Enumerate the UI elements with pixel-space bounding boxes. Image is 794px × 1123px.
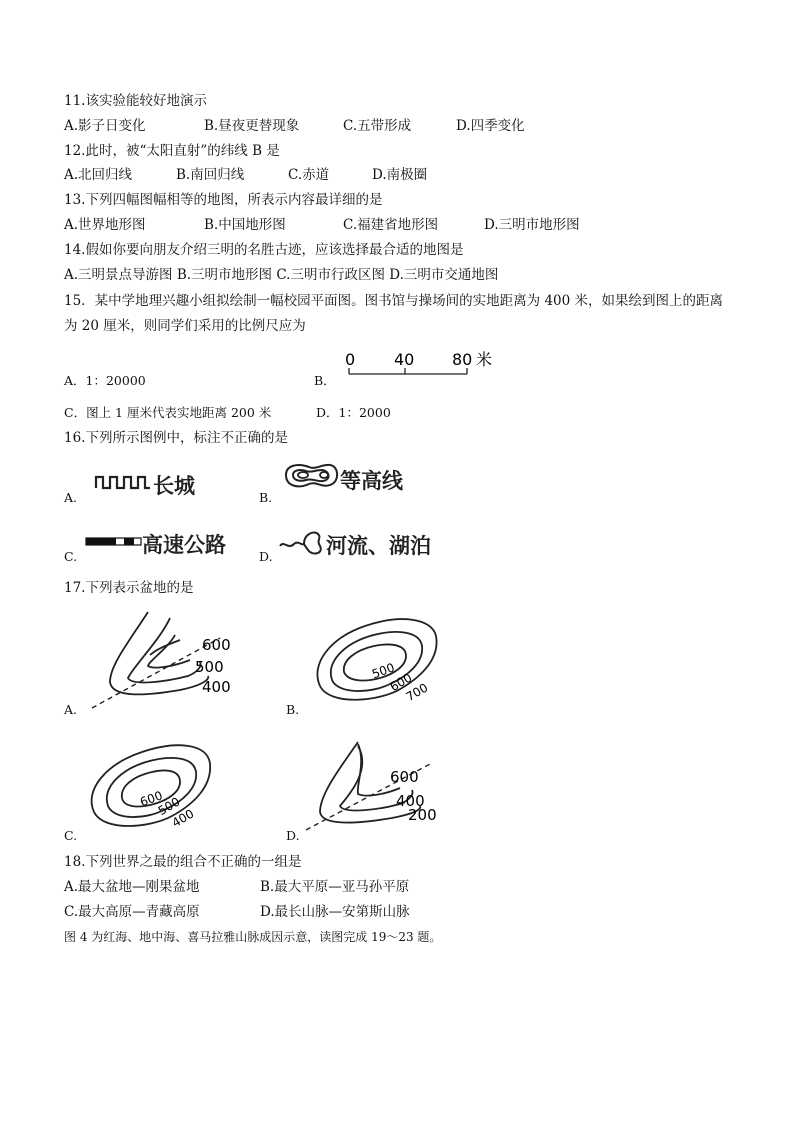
q11-option-a: A.影子日变化 xyxy=(64,118,146,134)
contour-d-label-600: 600 xyxy=(390,768,419,786)
q17-option-c: C. xyxy=(64,828,78,843)
q13-option-d: D.三明市地形图 xyxy=(484,217,580,233)
scale-unit: 米 xyxy=(476,350,493,369)
scale-label-40: 40 xyxy=(394,350,415,369)
great-wall-symbol xyxy=(94,472,154,492)
q16-option-c: C. xyxy=(64,549,78,564)
q11-option-b: B.昼夜更替现象 xyxy=(204,118,300,134)
q15-stem-line2: 为 20 厘米，则同学们采用的比例尺应为 xyxy=(64,318,306,334)
contour-a-label-400: 400 xyxy=(202,678,231,696)
contour-a-label-500: 500 xyxy=(195,658,224,676)
contour-c-label-400: 400 xyxy=(169,806,197,831)
q12-option-a: A.北回归线 xyxy=(64,167,133,183)
q18-option-d: D.最长山脉—安第斯山脉 xyxy=(260,904,410,920)
scale-label-80: 80 xyxy=(452,350,473,369)
q16-option-a: A. xyxy=(64,490,78,505)
contour-map-d xyxy=(296,728,476,838)
contour-b-label-600: 600 xyxy=(387,670,415,695)
q13-option-c: C.福建省地形图 xyxy=(343,217,439,233)
q14-options: A.三明景点导游图 B.三明市地形图 C.三明市行政区图 D.三明市交通地图 xyxy=(64,267,499,283)
q11-stem: 11.该实验能较好地演示 xyxy=(64,93,207,109)
contour-c-label-500: 500 xyxy=(155,794,183,819)
contour-a-label-600: 600 xyxy=(202,636,231,654)
q15-stem-line1: 15．某中学地理兴趣小组拟绘制一幅校园平面图。图书馆与操场间的实地距离为 400 米，如果绘到图上的距离 xyxy=(64,293,724,309)
contour-line-symbol xyxy=(282,458,342,492)
contour-map-c xyxy=(84,738,224,838)
highway-symbol xyxy=(86,535,146,549)
q16-option-b: B. xyxy=(259,490,273,505)
contour-c-label-600: 600 xyxy=(138,788,165,810)
q13-stem: 13.下列四幅图幅相等的地图，所表示内容最详细的是 xyxy=(64,192,383,208)
legend-great-wall: 长城 xyxy=(153,474,195,498)
q15-option-a: A．1：20000 xyxy=(64,373,146,388)
q17-stem: 17.下列表示盆地的是 xyxy=(64,580,194,596)
legend-highway: 高速公路 xyxy=(142,533,226,557)
contour-map-a xyxy=(80,600,260,715)
contour-b-label-700: 700 xyxy=(403,680,431,705)
scale-bar xyxy=(340,348,510,384)
q18-option-c: C.最大高原—青藏高原 xyxy=(64,904,200,920)
q16-stem: 16.下列所示图例中，标注不正确的是 xyxy=(64,430,288,446)
q12-option-b: B.南回归线 xyxy=(176,167,245,183)
q12-option-d: D.南极圈 xyxy=(372,167,428,183)
contour-map-b xyxy=(310,614,450,714)
q12-stem: 12.此时，被“太阳直射”的纬线 B 是 xyxy=(64,143,280,159)
q17-option-d: D. xyxy=(286,828,300,843)
q17-option-a: A. xyxy=(64,702,78,717)
contour-d-label-200: 200 xyxy=(408,806,437,824)
q18-option-b: B.最大平原—亚马孙平原 xyxy=(260,879,410,895)
q14-stem: 14.假如你要向朋友介绍三明的名胜古迹，应该选择最合适的地图是 xyxy=(64,242,464,258)
q11-option-d: D.四季变化 xyxy=(456,118,525,134)
q16-option-d: D. xyxy=(259,549,273,564)
contour-d-label-400: 400 xyxy=(396,792,425,810)
q15-option-c: C．图上 1 厘米代表实地距离 200 米 xyxy=(64,405,272,420)
q17-option-b: B. xyxy=(286,702,300,717)
q13-option-b: B.中国地形图 xyxy=(204,217,286,233)
q15-option-b: B． xyxy=(314,373,336,388)
scale-label-0: 0 xyxy=(345,350,356,369)
q11-option-c: C.五带形成 xyxy=(343,118,412,134)
q18-stem: 18.下列世界之最的组合不正确的一组是 xyxy=(64,854,302,870)
section-footer-note: 图 4 为红海、地中海、喜马拉雅山脉成因示意，读图完成 19～23 题。 xyxy=(64,930,442,944)
q12-option-c: C.赤道 xyxy=(288,167,330,183)
q13-option-a: A.世界地形图 xyxy=(64,217,146,233)
river-lake-symbol xyxy=(278,528,328,558)
contour-b-label-500: 500 xyxy=(370,660,397,682)
legend-contour-line: 等高线 xyxy=(340,469,403,493)
q18-option-a: A.最大盆地—刚果盆地 xyxy=(64,879,200,895)
legend-river-lake: 河流、湖泊 xyxy=(326,534,431,558)
q15-option-d: D．1：2000 xyxy=(316,405,391,420)
